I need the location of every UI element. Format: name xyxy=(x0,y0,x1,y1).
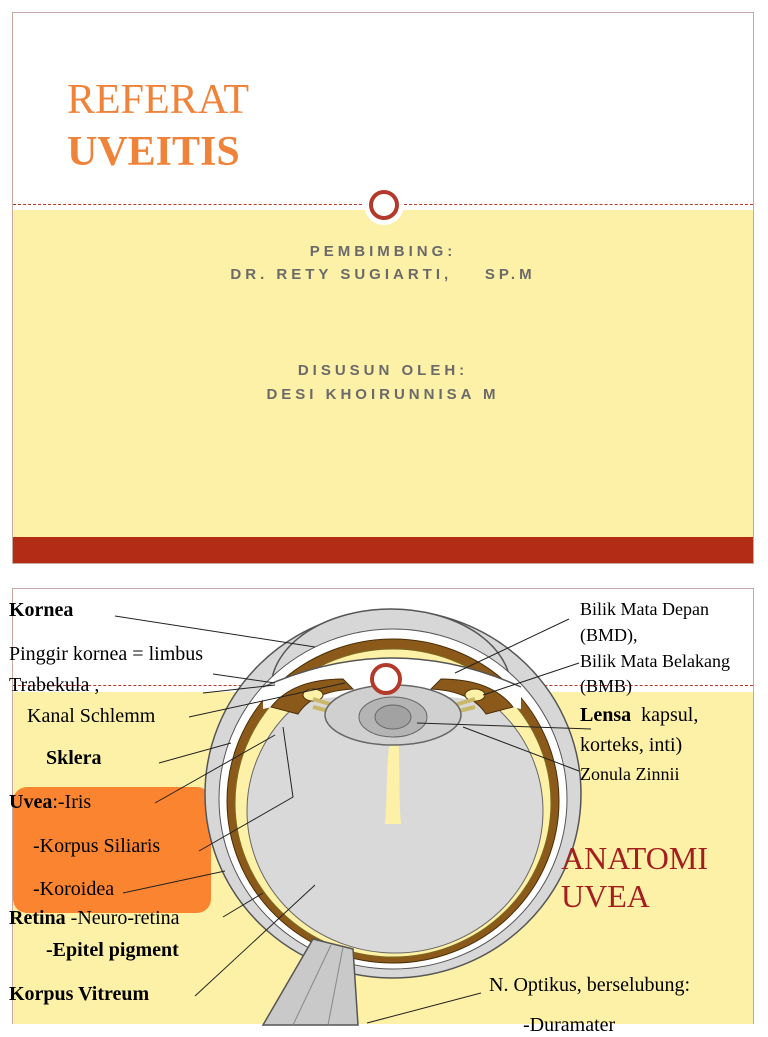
anatomy-slide xyxy=(9,588,754,1036)
label-retina: Retina -Neuro-retina xyxy=(9,907,180,929)
label-trabekula: Trabekula , xyxy=(9,674,100,696)
section-heading xyxy=(561,839,708,915)
label-korpus-vitreum: Korpus Vitreum xyxy=(9,983,150,1005)
label-sklera: Sklera xyxy=(46,747,102,769)
label-epitel-pigment: -Epitel pigment xyxy=(46,939,179,961)
label-koroidea: -Koroidea xyxy=(33,878,115,900)
title-slide xyxy=(12,12,754,564)
footer-bar xyxy=(13,537,753,563)
label-uvea: Uvea:-Iris xyxy=(9,791,92,813)
author-label: DISUSUN OLEH: xyxy=(297,362,469,379)
supervisor-name: DR. RETY SUGIARTI, SP.M xyxy=(230,266,536,283)
label-lensa: Lensa kapsul, xyxy=(580,704,699,726)
label-kanal-schlemm: Kanal Schlemm xyxy=(27,705,156,727)
slide-title-line2: UVEITIS xyxy=(67,129,240,175)
label-bmd-abbr: (BMD), xyxy=(580,625,638,645)
optic-nerve-shape xyxy=(263,939,358,1025)
circle-ornament-icon xyxy=(369,190,399,220)
heading-line1: ANATOMI xyxy=(561,840,708,876)
label-kornea: Kornea xyxy=(9,599,74,621)
label-optikus: N. Optikus, berselubung: xyxy=(489,974,691,996)
label-bmd: Bilik Mata Depan xyxy=(580,599,709,619)
supervisor-label: PEMBIMBING: xyxy=(309,243,457,260)
author-name: DESI KHOIRUNNISA M xyxy=(266,386,500,403)
label-bmb: Bilik Mata Belakang xyxy=(580,651,730,671)
label-duramater: -Duramater xyxy=(523,1014,616,1036)
label-korpus-siliaris: -Korpus Siliaris xyxy=(33,835,161,857)
heading-line2: UVEA xyxy=(561,878,650,914)
lens-nucleus-shape xyxy=(375,705,411,729)
label-lensa-detail: korteks, inti) xyxy=(580,734,683,756)
slide-title-line1: REFERAT xyxy=(67,77,250,123)
label-zonula: Zonula Zinnii xyxy=(580,764,680,784)
label-bmb-abbr: (BMB) xyxy=(580,676,633,696)
circle-ornament-icon xyxy=(372,665,400,693)
label-pinggir-kornea: Pinggir kornea = limbus xyxy=(9,643,204,665)
